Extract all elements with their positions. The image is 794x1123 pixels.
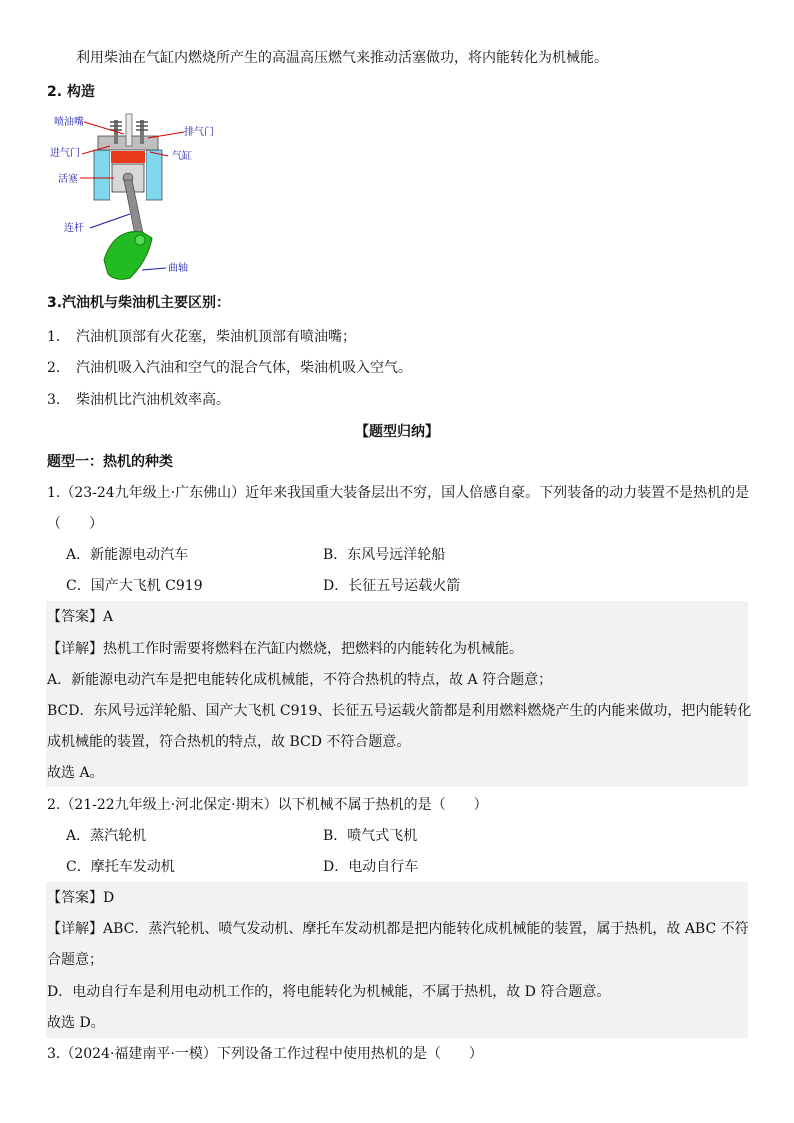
q3-stem: 3.（2024·福建南平·一模）下列设备工作过程中使用热机的是（ ） <box>47 1046 483 1062</box>
nozzle-shape <box>126 114 132 146</box>
diff-item-2: 汽油机吸入汽油和空气的混合气体，柴油机吸入空气。 <box>76 360 412 376</box>
q2-option-b: B．喷气式飞机 <box>323 828 418 844</box>
q1-detail-2: A．新能源电动汽车是把电能转化成机械能，不符合热机的特点，故 A 符合题意； <box>47 672 553 688</box>
q2-detail-1: 【详解】ABC．蒸汽轮机、喷气发动机、摩托车发动机都是把内能转化成机械能的装置，属于热机，故 ABC 不符 <box>47 921 749 937</box>
q1-answer: 【答案】A <box>47 609 114 625</box>
label-intake: 进气门 <box>50 148 80 159</box>
q1-detail-3: BCD．东风号远洋轮船、国产大飞机 C919、长征五号运载火箭都是利用燃料燃烧产生的内能来做功，把内能转化 <box>47 703 752 719</box>
q1-detail-4: 成机械能的装置，符合热机的特点，故 BCD 不符合题意。 <box>47 734 411 750</box>
diff-num-2: 2. <box>47 360 61 376</box>
label-nozzle: 喷油嘴 <box>54 117 84 128</box>
q1-answer-block <box>46 601 748 787</box>
diff-item-1: 汽油机顶部有火花塞，柴油机顶部有喷油嘴； <box>76 329 356 345</box>
section2-title: 2. 构造 <box>47 84 95 100</box>
q1-option-a: A．新能源电动汽车 <box>66 547 189 563</box>
q1-stem-paren: （ ） <box>47 516 103 532</box>
label-rod: 连杆 <box>64 223 84 234</box>
intro-text: 利用柴油在气缸内燃烧所产生的高温高压燃气来推动活塞做功，将内能转化为机械能。 <box>76 50 608 66</box>
q2-option-d: D．电动自行车 <box>323 859 419 875</box>
label-crank: 曲轴 <box>168 263 188 274</box>
engine-diagram <box>44 110 234 282</box>
diff-num-1: 1. <box>47 329 61 345</box>
section3-title: 3.汽油机与柴油机主要区别： <box>47 295 231 311</box>
q2-option-a: A．蒸汽轮机 <box>66 828 147 844</box>
q2-detail-2: 合题意； <box>47 952 103 968</box>
diff-item-3: 柴油机比汽油机效率高。 <box>76 392 230 408</box>
cylinder-wall-left <box>94 150 110 200</box>
q1-option-d: D．长征五号运载火箭 <box>323 578 461 594</box>
diff-num-3: 3. <box>47 392 61 408</box>
exhaust-valve-stem <box>140 120 144 144</box>
q1-stem: 1.（23-24九年级上·广东佛山）近年来我国重大装备层出不穷，国人倍感自豪。下列装备的动力装置不是热机的是 <box>47 485 750 501</box>
section-heading: 【题型归纳】 <box>355 424 439 440</box>
label-piston: 活塞 <box>58 174 78 185</box>
q2-option-c: C．摩托车发动机 <box>66 859 175 875</box>
label-cylinder: 气缸 <box>172 151 192 162</box>
q2-answer: 【答案】D <box>47 890 115 906</box>
cylinder-wall-right <box>146 150 162 200</box>
q1-detail-5: 故选 A。 <box>47 765 104 781</box>
label-exhaust: 排气门 <box>184 127 214 138</box>
crank-pin <box>135 235 145 245</box>
q2-detail-4: 故选 D。 <box>47 1015 105 1031</box>
q2-stem: 2.（21-22九年级上·河北保定·期末）以下机械不属于热机的是（ ） <box>47 797 488 813</box>
type1-title: 题型一：热机的种类 <box>47 454 173 470</box>
q2-detail-3: D．电动自行车是利用电动机工作的，将电能转化为机械能，不属于热机，故 D 符合题意。 <box>47 984 611 1000</box>
q1-option-c: C．国产大飞机 C919 <box>66 578 203 594</box>
combustion-fire <box>111 151 145 163</box>
q2-answer-block <box>46 882 748 1038</box>
q1-option-b: B．东风号远洋轮船 <box>323 547 446 563</box>
q1-detail-1: 【详解】热机工作时需要将燃料在汽缸内燃烧，把燃料的内能转化为机械能。 <box>47 641 523 657</box>
